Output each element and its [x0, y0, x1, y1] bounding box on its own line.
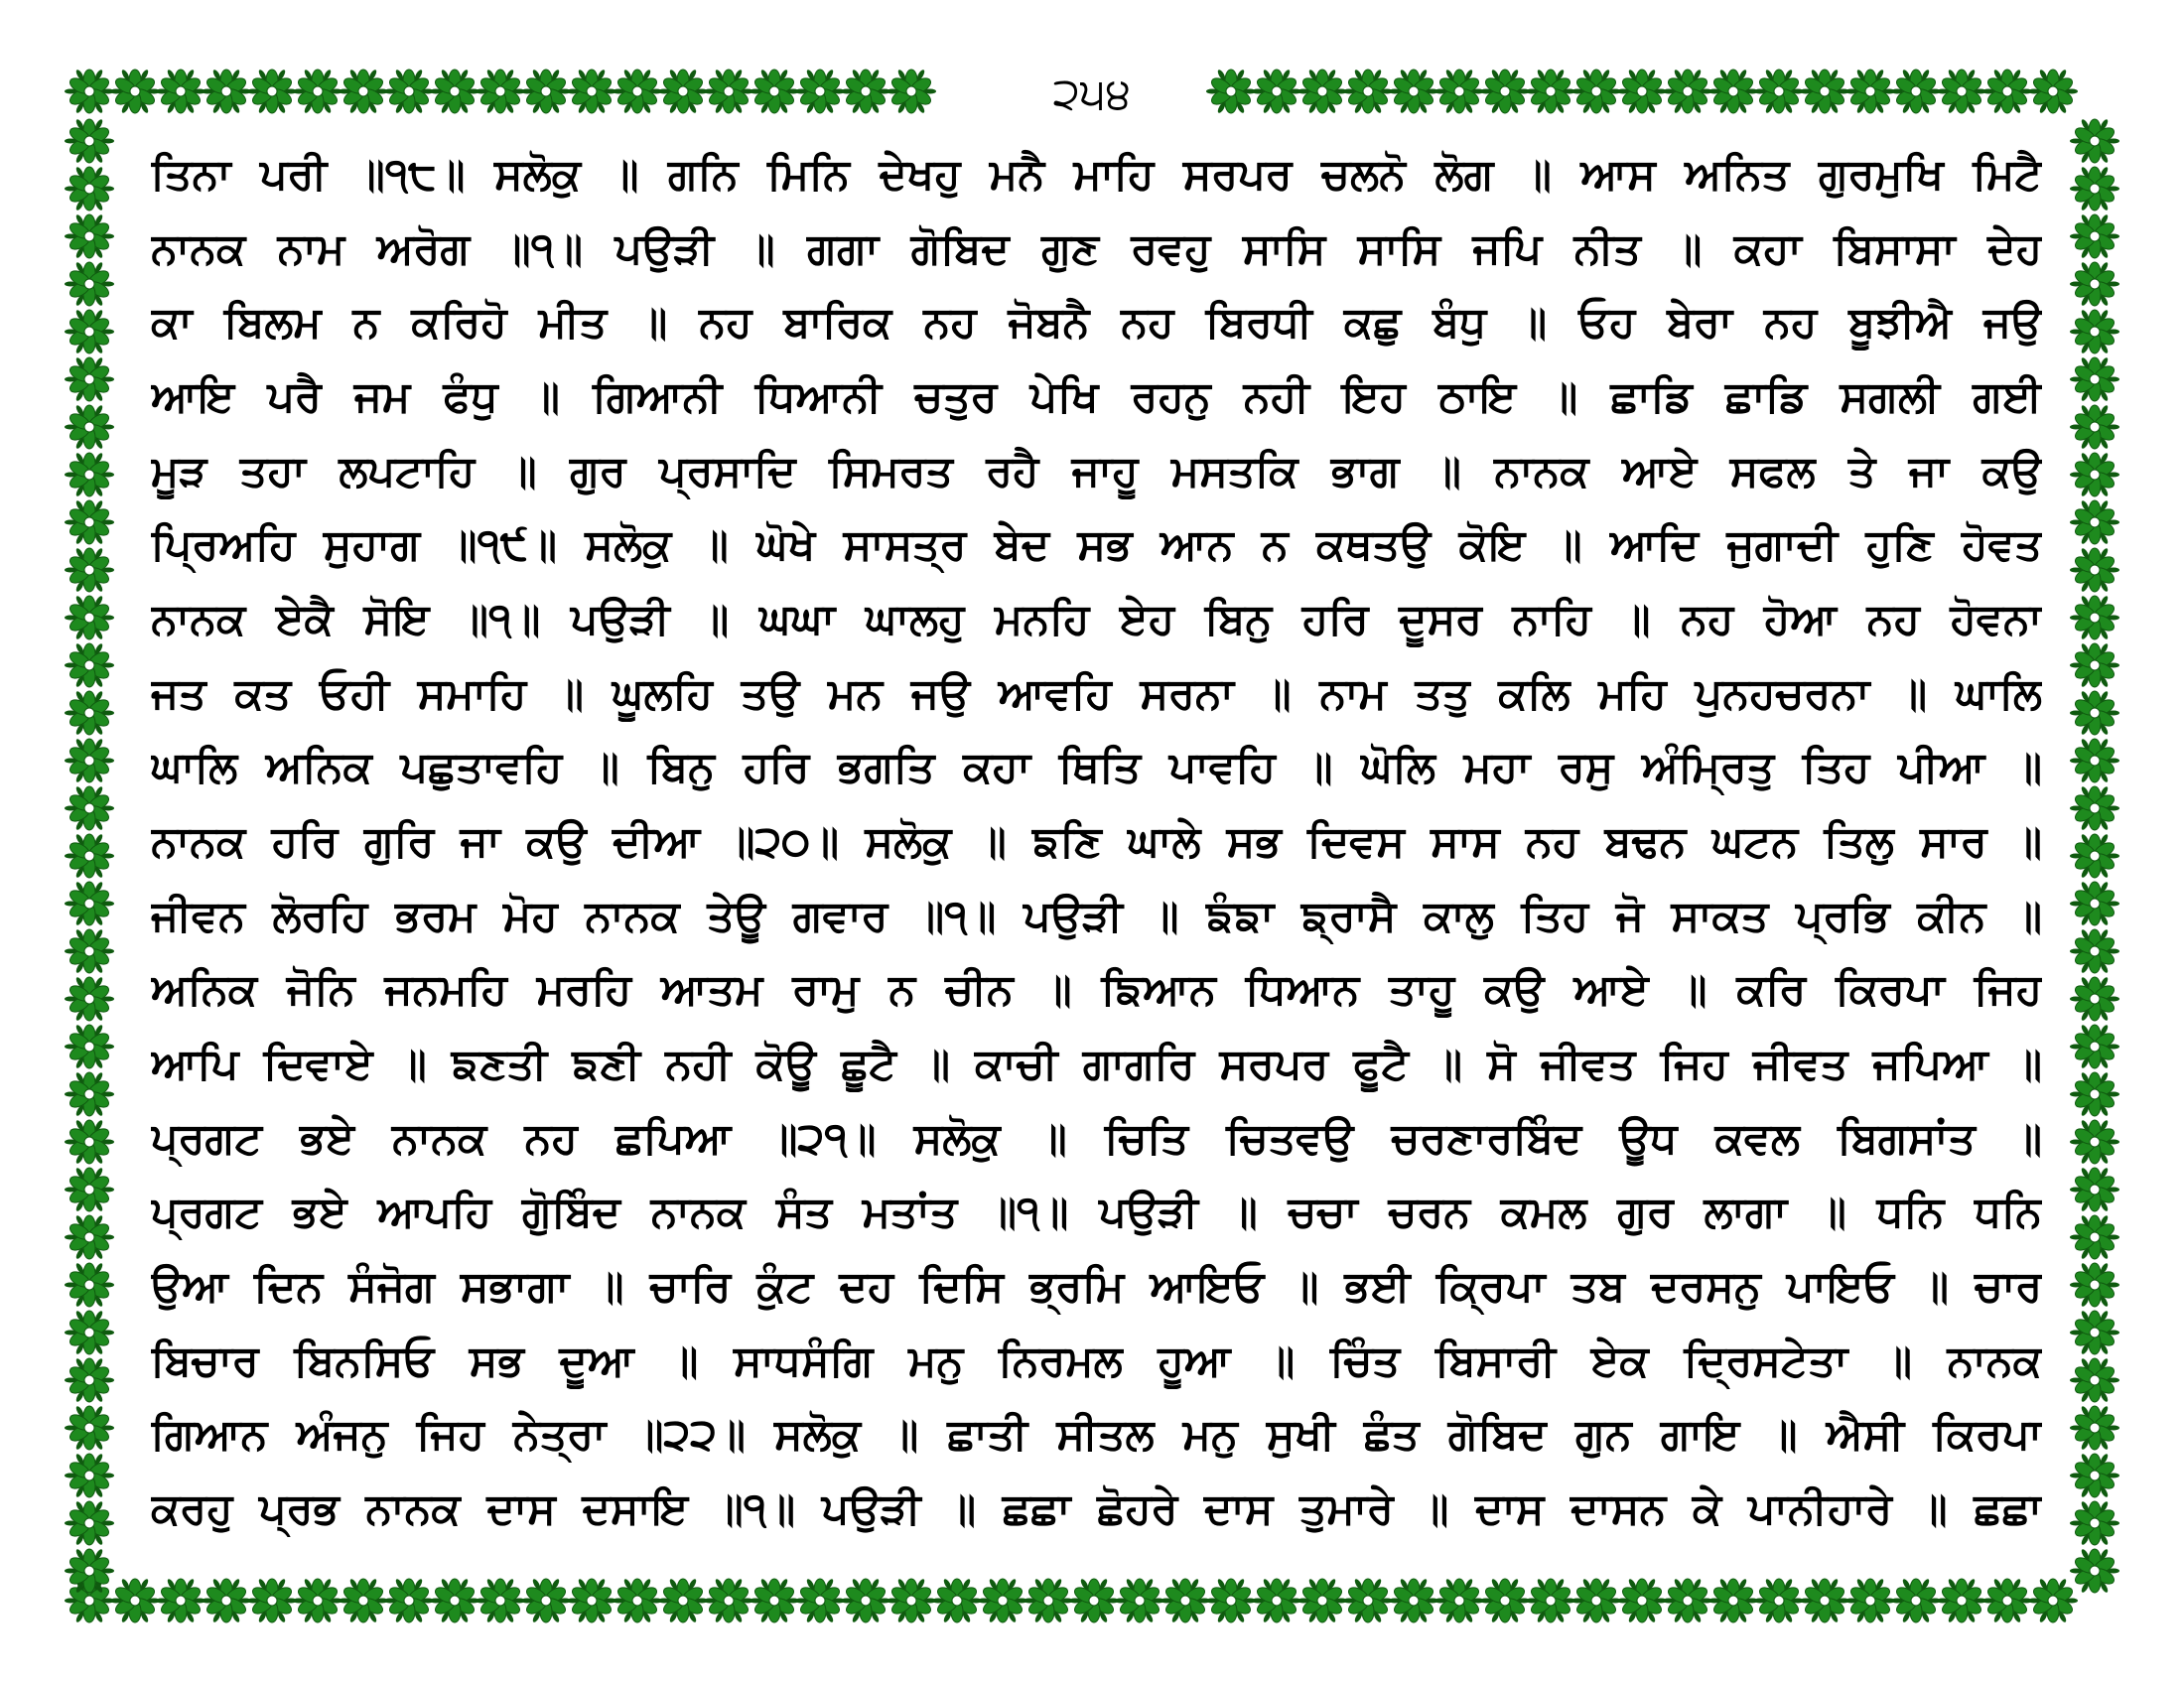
green-flower-icon [202, 69, 251, 114]
green-flower-icon [2070, 1024, 2119, 1069]
green-flower-icon [65, 833, 114, 879]
green-flower-icon [2070, 1071, 2119, 1117]
green-flower-icon [293, 69, 342, 114]
text-line: ਪ੍ਰਿਅਹਿ ਸੁਹਾਗ ॥੧੯॥ ਸਲੋਕੁ ॥ ਘੋਖੇ ਸਾਸਤ੍ਰ ਬੇਦ ਸਭ ਆਨ ਨ ਕਥਤਉ ਕੋਇ ॥ ਆਦਿ ਜੁਗਾਦੀ ਹੁਣਿ ਹੋਵਤ [151, 520, 2042, 571]
green-flower-icon [156, 1578, 205, 1623]
green-flower-icon [65, 1405, 114, 1451]
text-line: ਉਆ ਦਿਨ ਸੰਜੋਗ ਸਭਾਗਾ ॥ ਚਾਰਿ ਕੁੰਟ ਦਹ ਦਿਸਿ ਭ੍ਰਮਿ ਆਇਓ ॥ ਭਈ ਕ੍ਰਿਪਾ ਤਬ ਦਰਸਨੁ ਪਾਇਓ ॥ ਚਾਰ [151, 1261, 2042, 1312]
green-flower-icon [2070, 595, 2119, 640]
green-flower-icon [65, 928, 114, 974]
green-flower-icon [2070, 1357, 2119, 1403]
green-flower-icon [567, 1578, 616, 1623]
green-flower-icon [658, 69, 708, 114]
green-flower-icon [2070, 1214, 2119, 1260]
green-flower-icon [613, 1578, 662, 1623]
green-flower-icon [1982, 69, 2032, 114]
green-flower-icon [65, 499, 114, 545]
green-flower-icon [2070, 404, 2119, 450]
text-line: ਮੂੜ ਤਹਾ ਲਪਟਾਹਿ ॥ ਗੁਰ ਪ੍ਰਸਾਦਿ ਸਿਮਰਤ ਰਹੈ ਜਾਹੂ ਮਸਤਕਿ ਭਾਗ ॥ ਨਾਨਕ ਆਏ ਸਫਲ ਤੇ ਜਾ ਕਉ [151, 446, 2042, 496]
green-flower-icon [2070, 928, 2119, 974]
green-flower-icon [1434, 1578, 1484, 1623]
green-flower-icon [2070, 1548, 2119, 1594]
green-flower-icon [65, 547, 114, 593]
green-flower-icon [841, 69, 890, 114]
green-flower-icon [2070, 499, 2119, 545]
green-flower-icon [384, 69, 434, 114]
green-flower-icon [65, 690, 114, 736]
text-line: ਪ੍ਰਗਟ ਭਏ ਨਾਨਕ ਨਹ ਛਪਿਆ ॥੨੧॥ ਸਲੋਕੁ ॥ ਚਿਤਿ ਚਿਤਵਉ ਚਰਣਾਰਬਿੰਦ ਊਧ ਕਵਲ ਬਿਗਸਾਂਤ ॥ [151, 1113, 2042, 1164]
green-flower-icon [613, 69, 662, 114]
green-flower-icon [65, 1071, 114, 1117]
green-flower-icon [841, 1578, 890, 1623]
green-flower-icon [1571, 1578, 1621, 1623]
green-flower-icon [476, 69, 525, 114]
green-flower-icon [1206, 1578, 1256, 1623]
green-flower-icon [1800, 1578, 1849, 1623]
green-flower-icon [65, 1357, 114, 1403]
green-flower-icon [65, 1453, 114, 1498]
green-flower-icon [65, 452, 114, 497]
green-flower-icon [247, 1578, 297, 1623]
text-line: ਘਾਲਿ ਅਨਿਕ ਪਛੁਤਾਵਹਿ ॥ ਬਿਨੁ ਹਰਿ ਭਗਤਿ ਕਹਾ ਥਿਤਿ ਪਾਵਹਿ ॥ ਘੋਲਿ ਮਹਾ ਰਸੁ ਅੰਮ੍ਰਿਤੁ ਤਿਹ ਪੀਆ ॥ [151, 743, 2042, 793]
green-flower-icon [65, 738, 114, 783]
green-flower-icon [2070, 547, 2119, 593]
green-flower-icon [65, 595, 114, 640]
green-flower-icon [1252, 1578, 1301, 1623]
scripture-text [151, 147, 2042, 1537]
green-flower-icon [2070, 833, 2119, 879]
text-line: ਨਾਨਕ ਏਕੈ ਸੋਇ ॥੧॥ ਪਉੜੀ ॥ ਘਘਾ ਘਾਲਹੁ ਮਨਹਿ ਏਹ ਬਿਨੁ ਹਰਿ ਦੂਸਰ ਨਾਹਿ ॥ ਨਹ ਹੋਆ ਨਹ ਹੋਵਨਾ [151, 594, 2042, 644]
green-flower-icon [1708, 69, 1758, 114]
green-flower-icon [1389, 1578, 1438, 1623]
green-flower-icon [887, 69, 936, 114]
green-flower-icon [202, 1578, 251, 1623]
green-flower-icon [1663, 69, 1712, 114]
green-flower-icon [2070, 1453, 2119, 1498]
green-flower-icon [476, 1578, 525, 1623]
green-flower-icon [567, 69, 616, 114]
text-line: ਨਾਨਕ ਨਾਮ ਅਰੋਗ ॥੧॥ ਪਉੜੀ ॥ ਗਗਾ ਗੋਬਿਦ ਗੁਣ ਰਵਹੁ ਸਾਸਿ ਸਾਸਿ ਜਪਿ ਨੀਤ ॥ ਕਹਾ ਬਿਸਾਸਾ ਦੇਹ [151, 223, 2042, 274]
text-line: ਆਇ ਪਰੈ ਜਮ ਫੰਧੁ ॥ ਗਿਆਨੀ ਧਿਆਨੀ ਚਤੁਰ ਪੇਖਿ ਰਹਨੁ ਨਹੀ ਇਹ ਠਾਇ ॥ ਛਾਡਿ ਛਾਡਿ ਸਗਲੀ ਗਈ [151, 371, 2042, 422]
green-flower-icon [795, 69, 845, 114]
green-flower-icon [704, 1578, 753, 1623]
green-flower-icon [978, 1578, 1027, 1623]
green-flower-icon [339, 1578, 388, 1623]
green-flower-icon [65, 356, 114, 402]
green-flower-icon [2070, 1119, 2119, 1165]
green-flower-icon [156, 69, 205, 114]
text-line: ਅਨਿਕ ਜੋਨਿ ਜਨਮਹਿ ਮਰਹਿ ਆਤਮ ਰਾਮੁ ਨ ਚੀਨ ॥ ਙਿਆਨ ਧਿਆਨ ਤਾਹੂ ਕਉ ਆਏ ॥ ਕਰਿ ਕਿਰਪਾ ਜਿਹ [151, 965, 2042, 1016]
green-flower-icon [1845, 1578, 1895, 1623]
green-flower-icon [1663, 1578, 1712, 1623]
green-flower-icon [2070, 452, 2119, 497]
green-flower-icon [65, 261, 114, 307]
green-flower-icon [1845, 69, 1895, 114]
green-flower-icon [2070, 1500, 2119, 1546]
green-flower-icon [65, 166, 114, 211]
green-flower-icon [1069, 1578, 1119, 1623]
green-flower-icon [65, 642, 114, 688]
green-flower-icon [1024, 1578, 1073, 1623]
green-flower-icon [932, 1578, 982, 1623]
green-flower-icon [293, 1578, 342, 1623]
green-flower-icon [2070, 309, 2119, 354]
green-flower-icon [1937, 1578, 1986, 1623]
green-flower-icon [65, 1262, 114, 1308]
green-flower-icon [1891, 1578, 1941, 1623]
green-flower-icon [1708, 1578, 1758, 1623]
green-flower-icon [2028, 1578, 2078, 1623]
green-flower-icon [1297, 1578, 1347, 1623]
text-line: ਗਿਆਨ ਅੰਜਨੁ ਜਿਹ ਨੇਤ੍ਰਾ ॥੨੨॥ ਸਲੋਕੁ ॥ ਛਾਤੀ ਸੀਤਲ ਮਨੁ ਸੁਖੀ ਛੰਤ ਗੋਬਿਦ ਗੁਨ ਗਾਇ ॥ ਐਸੀ ਕਿਰਪਾ [151, 1410, 2042, 1461]
green-flower-icon [1434, 69, 1484, 114]
green-flower-icon [430, 1578, 479, 1623]
green-flower-icon [1206, 69, 1256, 114]
green-flower-icon [2070, 690, 2119, 736]
green-flower-icon [65, 881, 114, 926]
text-line: ਬਿਚਾਰ ਬਿਨਸਿਓ ਸਭ ਦੂਆ ॥ ਸਾਧਸੰਗਿ ਮਨੁ ਨਿਰਮਲ ਹੂਆ ॥ ਚਿੰਤ ਬਿਸਾਰੀ ਏਕ ਦ੍ਰਿਸਟੇਤਾ ॥ ਨਾਨਕ [151, 1336, 2042, 1386]
green-flower-icon [65, 1500, 114, 1546]
green-flower-icon [1617, 1578, 1667, 1623]
green-flower-icon [1891, 69, 1941, 114]
green-flower-icon [110, 69, 160, 114]
green-flower-icon [65, 69, 114, 114]
green-flower-icon [1800, 69, 1849, 114]
green-flower-icon [1754, 69, 1804, 114]
text-line: ਆਪਿ ਦਿਵਾਏ ॥ ਙਣਤੀ ਙਣੀ ਨਹੀ ਕੋਊ ਛੂਟੈ ॥ ਕਾਚੀ ਗਾਗਰਿ ਸਰਪਰ ਫੂਟੈ ॥ ਸੋ ਜੀਵਤ ਜਿਹ ਜੀਵਤ ਜਪਿਆ ॥ [151, 1039, 2042, 1089]
green-flower-icon [2070, 213, 2119, 259]
text-line: ਪ੍ਰਗਟ ਭਏ ਆਪਹਿ ਗੋੁਬਿੰਦ ਨਾਨਕ ਸੰਤ ਮਤਾਂਤ ॥੧॥ ਪਉੜੀ ॥ ਚਚਾ ਚਰਨ ਕਮਲ ਗੁਰ ਲਾਗਾ ॥ ਧਨਿ ਧਨਿ [151, 1188, 2042, 1238]
text-line: ਕਾ ਬਿਲਮ ਨ ਕਰਿਹੋ ਮੀਤ ॥ ਨਹ ਬਾਰਿਕ ਨਹ ਜੋਬਨੈ ਨਹ ਬਿਰਧੀ ਕਛੁ ਬੰਧੁ ॥ ਓਹ ਬੇਰਾ ਨਹ ਬੂਝੀਐ ਜਉ [151, 298, 2042, 349]
green-flower-icon [2070, 1167, 2119, 1212]
green-flower-icon [1389, 69, 1438, 114]
green-flower-icon [430, 69, 479, 114]
green-flower-icon [1754, 1578, 1804, 1623]
green-flower-icon [658, 1578, 708, 1623]
green-flower-icon [887, 1578, 936, 1623]
green-flower-icon [247, 69, 297, 114]
green-flower-icon [795, 1578, 845, 1623]
green-flower-icon [1115, 1578, 1164, 1623]
green-flower-icon [2070, 356, 2119, 402]
green-flower-icon [1937, 69, 1986, 114]
page-number: ੨੫੪ [993, 60, 1191, 129]
text-line: ਜੀਵਨ ਲੋਰਹਿ ਭਰਮ ਮੋਹ ਨਾਨਕ ਤੇਊ ਗਵਾਰ ॥੧॥ ਪਉੜੀ ॥ ਙੰਙਾ ਙ੍ਰਾਸੈ ਕਾਲੁ ਤਿਹ ਜੋ ਸਾਕਤ ਪ੍ਰਭਿ ਕੀਨ ॥ [151, 891, 2042, 941]
green-flower-icon [1252, 69, 1301, 114]
green-flower-icon [2070, 642, 2119, 688]
green-flower-icon [384, 1578, 434, 1623]
green-flower-icon [65, 1548, 114, 1594]
green-flower-icon [110, 1578, 160, 1623]
green-flower-icon [2070, 1310, 2119, 1355]
green-flower-icon [2070, 118, 2119, 164]
green-flower-icon [65, 976, 114, 1022]
green-flower-icon [2070, 738, 2119, 783]
green-flower-icon [1982, 1578, 2032, 1623]
green-flower-icon [1526, 1578, 1575, 1623]
green-flower-icon [1480, 69, 1530, 114]
green-flower-icon [65, 1119, 114, 1165]
green-flower-icon [521, 1578, 571, 1623]
green-flower-icon [65, 1167, 114, 1212]
green-flower-icon [1160, 1578, 1210, 1623]
green-flower-icon [2070, 881, 2119, 926]
green-flower-icon [339, 69, 388, 114]
green-flower-icon [2070, 976, 2119, 1022]
green-flower-icon [2028, 69, 2078, 114]
green-flower-icon [1617, 69, 1667, 114]
green-flower-icon [65, 1214, 114, 1260]
green-flower-icon [2070, 166, 2119, 211]
text-line: ਨਾਨਕ ਹਰਿ ਗੁਰਿ ਜਾ ਕਉ ਦੀਆ ॥੨੦॥ ਸਲੋਕੁ ॥ ਙਣਿ ਘਾਲੇ ਸਭ ਦਿਵਸ ਸਾਸ ਨਹ ਬਢਨ ਘਟਨ ਤਿਲੁ ਸਾਰ ॥ [151, 816, 2042, 867]
green-flower-icon [2070, 1405, 2119, 1451]
green-flower-icon [521, 69, 571, 114]
green-flower-icon [1480, 1578, 1530, 1623]
green-flower-icon [2070, 785, 2119, 831]
green-flower-icon [1526, 69, 1575, 114]
green-flower-icon [2070, 261, 2119, 307]
green-flower-icon [750, 1578, 799, 1623]
green-flower-icon [65, 785, 114, 831]
text-line: ਕਰਹੁ ਪ੍ਰਭ ਨਾਨਕ ਦਾਸ ਦਸਾਇ ॥੧॥ ਪਉੜੀ ॥ ਛਛਾ ਛੋਹਰੇ ਦਾਸ ਤੁਮਾਰੇ ॥ ਦਾਸ ਦਾਸਨ ਕੇ ਪਾਨੀਹਾਰੇ ॥ ਛਛਾ [151, 1483, 2042, 1534]
green-flower-icon [65, 1310, 114, 1355]
green-flower-icon [2070, 1262, 2119, 1308]
green-flower-icon [1571, 69, 1621, 114]
green-flower-icon [65, 118, 114, 164]
text-line: ਤਿਨਾ ਪਰੀ ॥੧੮॥ ਸਲੋਕੁ ॥ ਗਨਿ ਮਿਨਿ ਦੇਖਹੁ ਮਨੈ ਮਾਹਿ ਸਰਪਰ ਚਲਨੋ ਲੋਗ ॥ ਆਸ ਅਨਿਤ ਗੁਰਮੁਖਿ ਮਿਟੈ [151, 150, 2042, 200]
green-flower-icon [65, 404, 114, 450]
green-flower-icon [65, 213, 114, 259]
green-flower-icon [65, 1024, 114, 1069]
green-flower-icon [1343, 69, 1393, 114]
green-flower-icon [704, 69, 753, 114]
green-flower-icon [1297, 69, 1347, 114]
text-line: ਜਤ ਕਤ ਓਹੀ ਸਮਾਹਿ ॥ ਘੂਲਹਿ ਤਉ ਮਨ ਜਉ ਆਵਹਿ ਸਰਨਾ ॥ ਨਾਮ ਤਤੁ ਕਲਿ ਮਹਿ ਪੁਨਹਚਰਨਾ ॥ ਘਾਲਿ [151, 668, 2042, 719]
green-flower-icon [65, 309, 114, 354]
green-flower-icon [1343, 1578, 1393, 1623]
green-flower-icon [750, 69, 799, 114]
